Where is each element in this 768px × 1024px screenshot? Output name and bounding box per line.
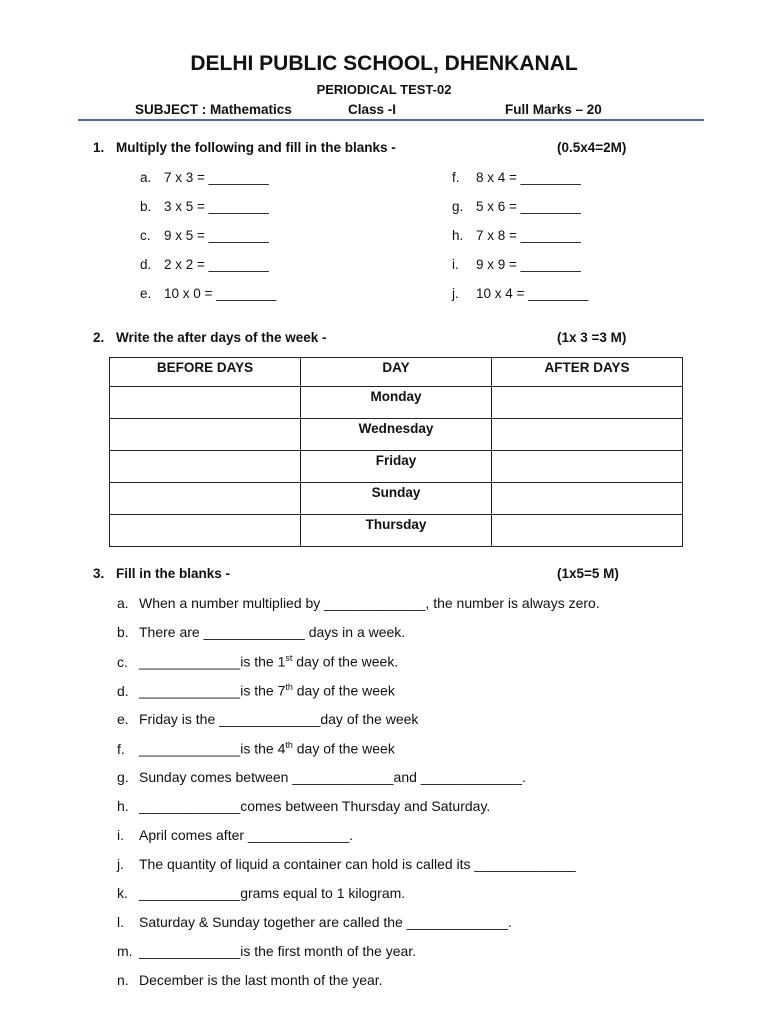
q3-marks: (1x5=5 M): [557, 566, 619, 581]
q1-item-g: [452, 199, 581, 214]
table-header-row: [110, 358, 683, 387]
item-text: 10 x 0 = ________: [164, 286, 277, 301]
q3-item-h: [117, 798, 490, 814]
header-after-days: AFTER DAYS: [492, 358, 683, 387]
q1-item-c: [140, 228, 269, 243]
q3-item-e: [117, 711, 418, 727]
ordinal-suffix: st: [285, 653, 293, 663]
item-text: The quantity of liquid a container can hold is called its _____________: [139, 856, 576, 872]
q1-item-a: [140, 170, 269, 185]
class-label: Class -I: [348, 102, 397, 117]
item-text: 9 x 5 = ________: [164, 228, 269, 243]
before-day-blank[interactable]: [110, 451, 301, 483]
before-day-blank[interactable]: [110, 515, 301, 547]
before-day-blank[interactable]: [110, 419, 301, 451]
item-text-pre: _____________is the 4: [139, 740, 286, 757]
day-cell: Sunday: [301, 483, 492, 515]
before-day-blank[interactable]: [110, 387, 301, 419]
table-row: [110, 515, 683, 547]
item-text: April comes after _____________.: [139, 827, 354, 843]
q3-item-n: [117, 972, 383, 988]
q3-item-j: [117, 856, 576, 872]
table-row: [110, 419, 683, 451]
item-text: 8 x 4 = ________: [476, 170, 581, 185]
after-day-blank[interactable]: [492, 387, 683, 419]
item-text-pre: _____________is the 7: [139, 682, 286, 699]
full-marks-label: Full Marks – 20: [505, 102, 602, 117]
q1-marks: (0.5x4=2M): [557, 140, 627, 155]
item-marker: m.: [117, 943, 133, 959]
q3-item-f: [117, 740, 395, 757]
item-marker: g.: [117, 769, 129, 785]
ordinal-suffix: th: [285, 682, 293, 692]
test-title: PERIODICAL TEST-02: [316, 82, 452, 97]
before-day-blank[interactable]: [110, 483, 301, 515]
q3-item-c: [117, 653, 398, 670]
after-day-blank[interactable]: [492, 515, 683, 547]
item-marker: h.: [117, 798, 129, 814]
item-text: 7 x 8 = ________: [476, 228, 581, 243]
item-marker: a.: [117, 595, 129, 611]
q1-item-h: [452, 228, 581, 243]
item-marker: j.: [452, 286, 459, 301]
table-row: [110, 387, 683, 419]
item-text: 3 x 5 = ________: [164, 199, 269, 214]
header-before-days: BEFORE DAYS: [110, 358, 301, 387]
q3-item-l: [117, 914, 512, 930]
q2-text: Write the after days of the week -: [116, 330, 327, 345]
item-text-post: day of the week.: [292, 653, 399, 670]
q1-number: 1.: [93, 140, 105, 155]
q3-item-b: [117, 624, 405, 640]
item-marker: d.: [140, 257, 152, 272]
q1-item-i: [452, 257, 581, 272]
item-marker: c.: [140, 228, 151, 243]
week-days-table: [109, 357, 683, 547]
q2-number: 2.: [93, 330, 105, 345]
item-marker: f.: [117, 740, 125, 757]
header-divider: [78, 119, 704, 121]
table-row: [110, 451, 683, 483]
q1-text: Multiply the following and fill in the blanks -: [116, 140, 396, 155]
item-marker: j.: [117, 856, 124, 872]
item-text: _____________grams equal to 1 kilogram.: [139, 885, 406, 901]
q3-item-i: [117, 827, 353, 843]
item-text: There are _____________ days in a week.: [139, 624, 406, 640]
item-text: Friday is the _____________day of the week: [139, 711, 419, 727]
item-text: 5 x 6 = ________: [476, 199, 581, 214]
item-marker: i.: [452, 257, 459, 272]
item-text-post: day of the week: [292, 682, 395, 699]
q1-item-b: [140, 199, 269, 214]
item-marker: l.: [117, 914, 124, 930]
item-text: December is the last month of the year.: [139, 972, 383, 988]
day-cell: Wednesday: [301, 419, 492, 451]
item-text: 10 x 4 = ________: [476, 286, 589, 301]
item-text: 7 x 3 = ________: [164, 170, 269, 185]
after-day-blank[interactable]: [492, 451, 683, 483]
q3-item-d: [117, 682, 395, 699]
item-marker: k.: [117, 885, 128, 901]
item-marker: g.: [452, 199, 464, 214]
item-marker: n.: [117, 972, 129, 988]
q2-marks: (1x 3 =3 M): [557, 330, 627, 345]
day-cell: Thursday: [301, 515, 492, 547]
subject-label: SUBJECT : Mathematics: [135, 102, 292, 117]
q3-text: Fill in the blanks -: [116, 566, 231, 581]
q3-item-g: [117, 769, 526, 785]
item-text: When a number multiplied by _____________, the number is always zero.: [139, 595, 600, 611]
day-cell: Friday: [301, 451, 492, 483]
item-marker: e.: [117, 711, 129, 727]
q3-item-a: [117, 595, 600, 611]
header-day: DAY: [301, 358, 492, 387]
item-marker: a.: [140, 170, 152, 185]
item-text: 2 x 2 = ________: [164, 257, 269, 272]
item-marker: c.: [117, 653, 128, 670]
q1-item-f: [452, 170, 581, 185]
item-text: Saturday & Sunday together are called the _____________.: [139, 914, 512, 930]
table-row: [110, 483, 683, 515]
item-marker: b.: [140, 199, 152, 214]
q1-item-j: [452, 286, 588, 301]
item-marker: h.: [452, 228, 464, 243]
after-day-blank[interactable]: [492, 483, 683, 515]
item-text: 9 x 9 = ________: [476, 257, 581, 272]
q3-number: 3.: [93, 566, 105, 581]
item-marker: e.: [140, 286, 152, 301]
ordinal-suffix: th: [285, 740, 293, 750]
item-text: Sunday comes between _____________and _____________.: [139, 769, 526, 785]
item-text-pre: _____________is the 1: [139, 653, 286, 670]
item-marker: i.: [117, 827, 124, 843]
q1-item-d: [140, 257, 269, 272]
q3-item-k: [117, 885, 405, 901]
item-text-post: day of the week: [292, 740, 395, 757]
school-title: DELHI PUBLIC SCHOOL, DHENKANAL: [190, 52, 578, 75]
day-cell: Monday: [301, 387, 492, 419]
item-marker: b.: [117, 624, 129, 640]
item-marker: f.: [452, 170, 460, 185]
after-day-blank[interactable]: [492, 419, 683, 451]
item-marker: d.: [117, 682, 129, 699]
q3-item-m: [117, 943, 416, 959]
item-text: _____________is the first month of the year.: [139, 943, 417, 959]
item-text: _____________comes between Thursday and Saturday.: [139, 798, 491, 814]
q1-item-e: [140, 286, 276, 301]
